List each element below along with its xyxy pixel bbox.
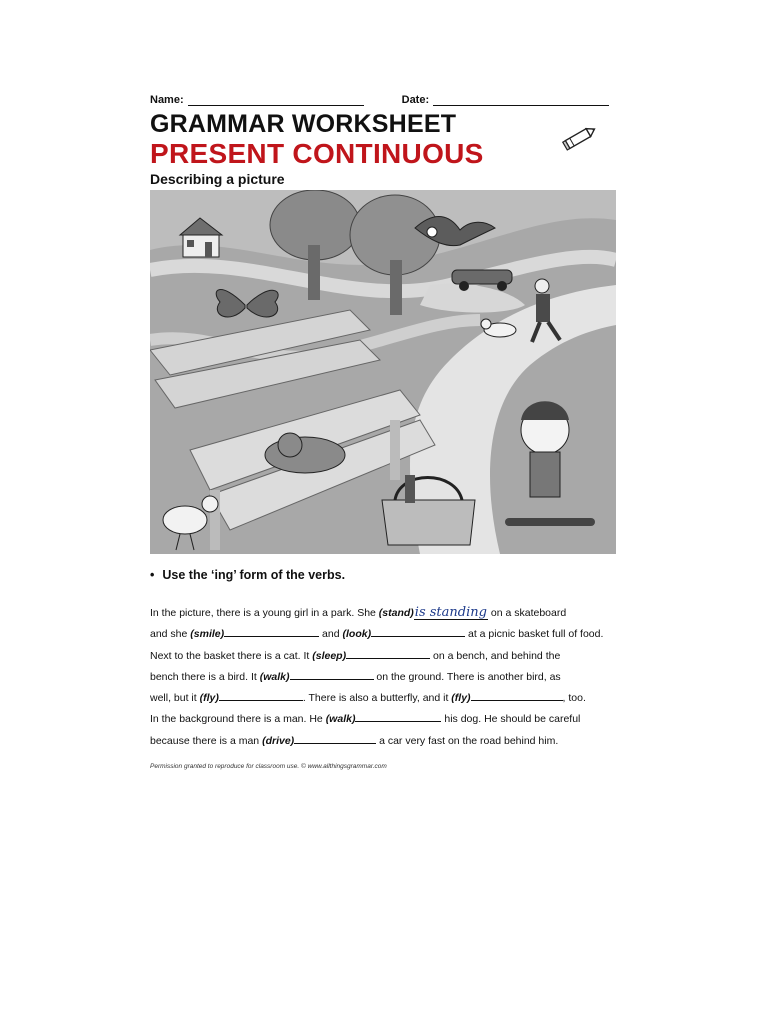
text-fragment: and she — [150, 628, 191, 641]
text-fragment: at a picnic basket full of food. — [465, 628, 604, 641]
answer-blank-stand[interactable]: is standing — [414, 605, 487, 620]
answer-blank-fly-bird[interactable] — [219, 690, 303, 701]
text-fragment: . There is also a butterfly, and it — [302, 692, 452, 705]
bullet-icon: • — [150, 568, 155, 582]
answer-blank-look[interactable] — [371, 626, 465, 637]
answer-blank-fly-butterfly[interactable] — [471, 690, 563, 701]
verb-hint: (smile) — [190, 628, 225, 641]
worksheet-title: GRAMMAR WORKSHEET — [150, 110, 457, 138]
verb-hint: (walk) — [325, 713, 356, 726]
name-field[interactable] — [188, 93, 364, 106]
exercise-line — [150, 624, 620, 645]
exercise-line — [150, 646, 620, 667]
answer-blank-smile[interactable] — [224, 626, 319, 637]
verb-hint: (fly) — [451, 692, 471, 705]
text-fragment: a car very fast on the road behind him. — [376, 734, 559, 747]
worksheet-subtitle: Describing a picture — [150, 171, 285, 187]
instruction — [150, 568, 345, 582]
answer-blank-sleep[interactable] — [346, 648, 430, 659]
worksheet-header — [150, 88, 620, 187]
date-label: Date: — [401, 94, 430, 106]
verb-hint: (walk) — [259, 670, 290, 683]
pencil-icon — [560, 120, 600, 156]
name-date-line — [150, 88, 620, 106]
verb-hint: (fly) — [199, 692, 219, 705]
verb-hint: (drive) — [262, 734, 295, 747]
text-fragment: In the picture, there is a young girl in a park. She — [150, 607, 379, 619]
answer-blank-walk-man[interactable] — [355, 711, 441, 722]
exercise-line — [150, 603, 620, 624]
text-fragment: In the background there is a man. He — [150, 713, 326, 726]
text-fragment: well, but it — [150, 692, 200, 705]
instruction-text: Use the ‘ing’ form of the verbs. — [162, 568, 346, 582]
answer-blank-walk-bird[interactable] — [290, 669, 374, 680]
exercise-line — [150, 731, 620, 752]
text-fragment: , too. — [562, 692, 586, 705]
text-fragment: on a skateboard — [487, 607, 567, 619]
name-label: Name: — [150, 94, 184, 106]
text-fragment: on the ground. There is another bird, as — [373, 670, 561, 683]
exercise-paragraph — [150, 603, 620, 752]
answer-blank-drive[interactable] — [294, 733, 376, 744]
text-fragment: because there is a man — [150, 734, 263, 747]
permission-note: Permission granted to reproduce for classroom use. © www.allthingsgrammar.com — [150, 763, 387, 770]
text-fragment: on a bench, and behind the — [430, 649, 561, 662]
text-fragment: Next to the basket there is a cat. It — [150, 649, 313, 662]
text-fragment: his dog. He should be careful — [441, 713, 581, 726]
exercise-line — [150, 709, 620, 730]
text-fragment: and — [319, 628, 343, 641]
verb-hint: (sleep) — [312, 649, 347, 662]
verb-hint: (stand) — [378, 607, 414, 619]
date-field[interactable] — [433, 93, 609, 106]
verb-hint: (look) — [342, 628, 372, 641]
exercise-line — [150, 688, 620, 709]
exercise-line — [150, 667, 620, 688]
text-fragment: bench there is a bird. It — [150, 670, 260, 683]
park-illustration — [150, 190, 616, 554]
topic-title: PRESENT CONTINUOUS — [150, 138, 484, 169]
